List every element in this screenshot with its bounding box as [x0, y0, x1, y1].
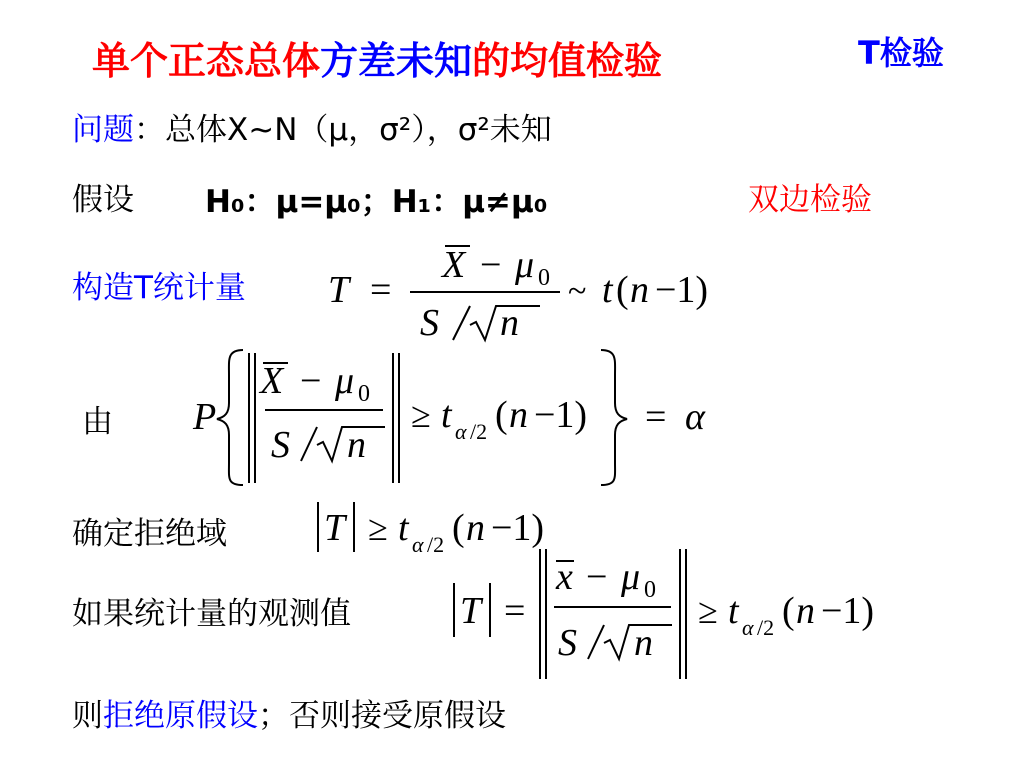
svg-text:−: − — [586, 556, 608, 598]
probability-formula — [185, 345, 745, 490]
svg-text:0: 0 — [358, 381, 370, 407]
title-part-3: 的均值检验 — [472, 39, 663, 83]
hypothesis-statement: H₀：μ=μ₀；H₁：μ≠μ₀ — [205, 184, 548, 220]
observed-formula — [446, 545, 916, 685]
svg-text:(: ( — [616, 269, 629, 311]
svg-text:α: α — [412, 532, 424, 557]
probability-label: 由 — [82, 404, 113, 440]
svg-text:n: n — [630, 269, 649, 311]
conclusion-line — [72, 690, 506, 735]
svg-text:=: = — [504, 590, 526, 632]
problem-colon: ： — [134, 112, 165, 148]
svg-text:~: ~ — [568, 273, 587, 310]
svg-text:(: ( — [495, 394, 508, 436]
conclusion-prefix: 则 — [72, 698, 103, 734]
svg-text:x: x — [556, 556, 573, 598]
svg-text:0: 0 — [538, 265, 550, 291]
t-statistic-formula — [320, 230, 740, 350]
svg-text:−1): −1) — [821, 590, 875, 632]
svg-text:−: − — [480, 244, 502, 286]
svg-text:0: 0 — [644, 577, 656, 603]
svg-text:n: n — [347, 424, 366, 466]
rejection-label: 确定拒绝域 — [72, 516, 227, 552]
statistic-label: 构造T统计量 — [72, 270, 246, 306]
svg-text:t: t — [441, 394, 452, 436]
svg-text:t: t — [398, 507, 409, 549]
probability-svg — [185, 345, 745, 490]
svg-text:T: T — [324, 507, 346, 549]
svg-text:t: t — [728, 590, 739, 632]
svg-text:≥: ≥ — [411, 395, 431, 435]
svg-text:α: α — [685, 396, 705, 438]
title-part-2: 方差未知 — [320, 39, 473, 83]
problem-label: 问题 — [72, 112, 134, 148]
svg-text:t: t — [602, 269, 613, 311]
problem-body: 总体X~N（μ，σ²），σ²未知 — [165, 112, 552, 148]
svg-text:μ: μ — [515, 244, 535, 286]
svg-text:−1): −1) — [491, 507, 545, 549]
svg-text:/2: /2 — [757, 615, 775, 640]
svg-text:n: n — [500, 302, 519, 344]
svg-text:n: n — [509, 394, 528, 436]
svg-text:P: P — [193, 396, 217, 438]
title-part-1: 单个正态总体 — [92, 39, 321, 83]
observed-svg — [446, 545, 916, 685]
svg-text:n: n — [634, 622, 653, 664]
t-statistic-svg — [320, 230, 740, 350]
svg-text:μ: μ — [335, 360, 355, 402]
svg-text:/2: /2 — [470, 419, 488, 444]
svg-text:α: α — [742, 615, 754, 640]
svg-text:/2: /2 — [427, 532, 445, 557]
svg-text:X: X — [260, 360, 284, 402]
observed-label: 如果统计量的观测值 — [72, 596, 351, 632]
svg-text:n: n — [466, 507, 485, 549]
svg-text:≥: ≥ — [368, 508, 388, 548]
conclusion-rest: ；否则接受原假设 — [258, 698, 506, 734]
test-type-tag: T检验 — [858, 34, 944, 72]
svg-text:S: S — [420, 302, 439, 344]
svg-text:(: ( — [782, 590, 795, 632]
svg-text:α: α — [455, 419, 467, 444]
svg-text:−1): −1) — [534, 394, 588, 436]
reject-null-text: 拒绝原假设 — [103, 698, 258, 734]
svg-text:−: − — [300, 360, 322, 402]
svg-text:n: n — [796, 590, 815, 632]
svg-text:(: ( — [452, 507, 465, 549]
svg-text:−1): −1) — [655, 269, 709, 311]
svg-text:T: T — [328, 269, 350, 311]
svg-text:S: S — [271, 424, 290, 466]
svg-text:T: T — [460, 590, 482, 632]
svg-text:X: X — [442, 244, 466, 286]
svg-text:μ: μ — [621, 556, 641, 598]
svg-text:=: = — [645, 396, 667, 438]
hypothesis-label: 假设 — [72, 182, 134, 218]
two-sided-test-label: 双边检验 — [748, 182, 872, 218]
page-title — [92, 30, 662, 85]
svg-text:S: S — [558, 622, 577, 664]
svg-text:≥: ≥ — [698, 591, 718, 631]
svg-text:=: = — [370, 269, 392, 311]
problem-line — [72, 104, 552, 149]
